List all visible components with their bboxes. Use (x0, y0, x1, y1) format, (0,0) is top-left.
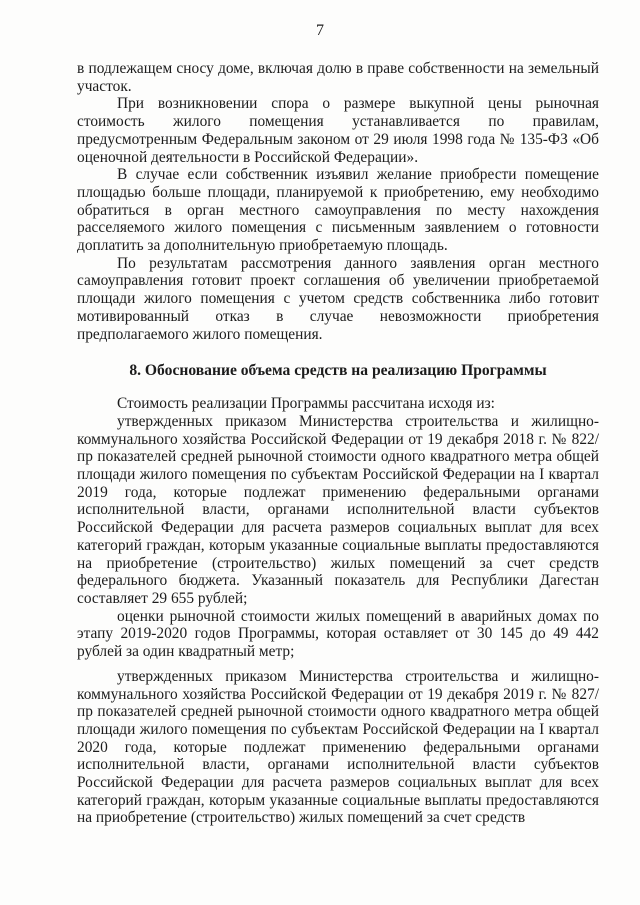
paragraph-market-valuation: оценки рыночной стоимости жилых помещений в аварийных домах по этапу 2019-2020 годов Программы, которая оставляет от 30 145 до 49 442 рублей за один квадратный метр; (77, 607, 599, 661)
page-number: 7 (316, 22, 324, 39)
paragraph-larger-area: В случае если собственник изъявил желание приобрести помещение площадью больше площади, планируемой к приобретению, ему необходимо обратиться в орган местного самоуправления по месту нахождения расселяемого жилого помещения с письменным заявлением о готовности доплатить за дополнительную приобретаемую площадь. (77, 166, 599, 255)
page-body (77, 60, 599, 827)
paragraph-continuation: в подлежащем сносу доме, включая долю в праве собственности на земельный участок. (77, 60, 599, 95)
paragraph-cost-basis: Стоимость реализации Программы рассчитана исходя из: (117, 395, 495, 413)
paragraph-order-827: утвержденных приказом Министерства строительства и жилищно-коммунального хозяйства Российской Федерации от 19 декабря 2019 г. № 827/пр показателей средней рыночной стоимости одного квадратного метра общей площади жилого помещения по субъектам Российской Федерации на I квартал 2020 года, которые подлежат применению федеральными органами исполнительной власти, органами исполнительной власти субъектов Российской Федерации для расчета размеров социальных выплат для всех категорий граждан, которым указанные социальные выплаты предоставляются на приобретение (строительство) жилых помещений за счет средств (77, 667, 599, 827)
paragraph-order-822: утвержденных приказом Министерства строительства и жилищно-коммунального хозяйства Российской Федерации от 19 декабря 2018 г. № 822/пр показателей средней рыночной стоимости одного квадратного метра общей площади жилого помещения по субъектам Российской Федерации на I квартал 2019 года, которые подлежат применению федеральными органами исполнительной власти, органами исполнительной власти субъектов Российской Федерации для расчета размеров социальных выплат для всех категорий граждан, которым указанные социальные выплаты предоставляются на приобретение (строительство) жилых помещений за счет средств федерального бюджета. Указанный показатель для Республики Дагестан составляет 29 655 рублей; (77, 412, 599, 607)
section-heading: 8. Обоснование объема средств на реализацию Программы (129, 362, 547, 380)
paragraph-review-results: По результатам рассмотрения данного заявления орган местного самоуправления готовит проект соглашения об увеличении приобретаемой площади жилого помещения с учетом средств собственника либо готовит мотивированный отказ в случае невозможности приобретения предполагаемого жилого помещения. (77, 254, 599, 343)
paragraph-price-dispute: При возникновении спора о размере выкупной цены рыночная стоимость жилого помещения устанавливается по правилам, предусмотренным Федеральным законом от 29 июля 1998 года № 135-ФЗ «Об оценочной деятельности в Российской Федерации». (77, 95, 599, 166)
